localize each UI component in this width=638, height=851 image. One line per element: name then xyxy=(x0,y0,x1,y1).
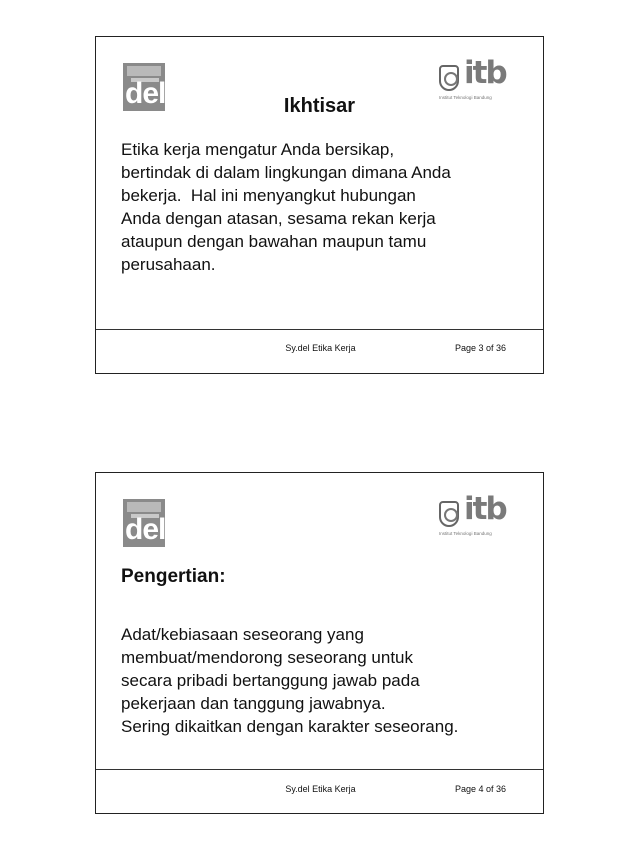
body-line: ataupun dengan bawahan maupun tamu xyxy=(121,232,427,251)
body-line: Sering dikaitkan dengan karakter seseorang. xyxy=(121,717,459,736)
itb-logo: itb Institut Teknologi Bandung xyxy=(439,491,506,536)
del-logo: del xyxy=(123,499,165,547)
footer-title: Sy.del Etika Kerja xyxy=(285,343,356,353)
body-line: perusahaan. xyxy=(121,255,216,274)
body-line: bekerja. Hal ini menyangkut hubungan xyxy=(121,186,416,205)
slide-title: Ikhtisar xyxy=(283,95,356,117)
body-line: secara pribadi bertanggung jawab pada xyxy=(121,671,420,690)
slide-4 xyxy=(95,472,544,814)
body-line: bertindak di dalam lingkungan dimana Anda xyxy=(121,163,451,182)
page-number: Page 4 of 36 xyxy=(455,784,507,794)
body-line: Anda dengan atasan, sesama rekan kerja xyxy=(121,209,436,228)
del-logo: del xyxy=(123,63,165,111)
slide-body xyxy=(121,623,541,738)
footer-title: Sy.del Etika Kerja xyxy=(285,784,356,794)
footer-divider xyxy=(96,329,543,330)
slide-title: Pengertian: xyxy=(121,566,226,587)
itb-seal-icon xyxy=(439,65,459,91)
body-line: pekerjaan dan tanggung jawabnya. xyxy=(121,694,386,713)
slide-3 xyxy=(95,36,544,374)
slide-body xyxy=(121,138,541,276)
itb-logo: itb Institut Teknologi Bandung xyxy=(439,55,506,100)
itb-seal-icon xyxy=(439,501,459,527)
body-line: membuat/mendorong seseorang untuk xyxy=(121,648,414,667)
body-line: Etika kerja mengatur Anda bersikap, xyxy=(121,140,395,159)
page-number: Page 3 of 36 xyxy=(455,343,507,353)
body-line: Adat/kebiasaan seseorang yang xyxy=(121,625,364,644)
footer-divider xyxy=(96,769,543,770)
